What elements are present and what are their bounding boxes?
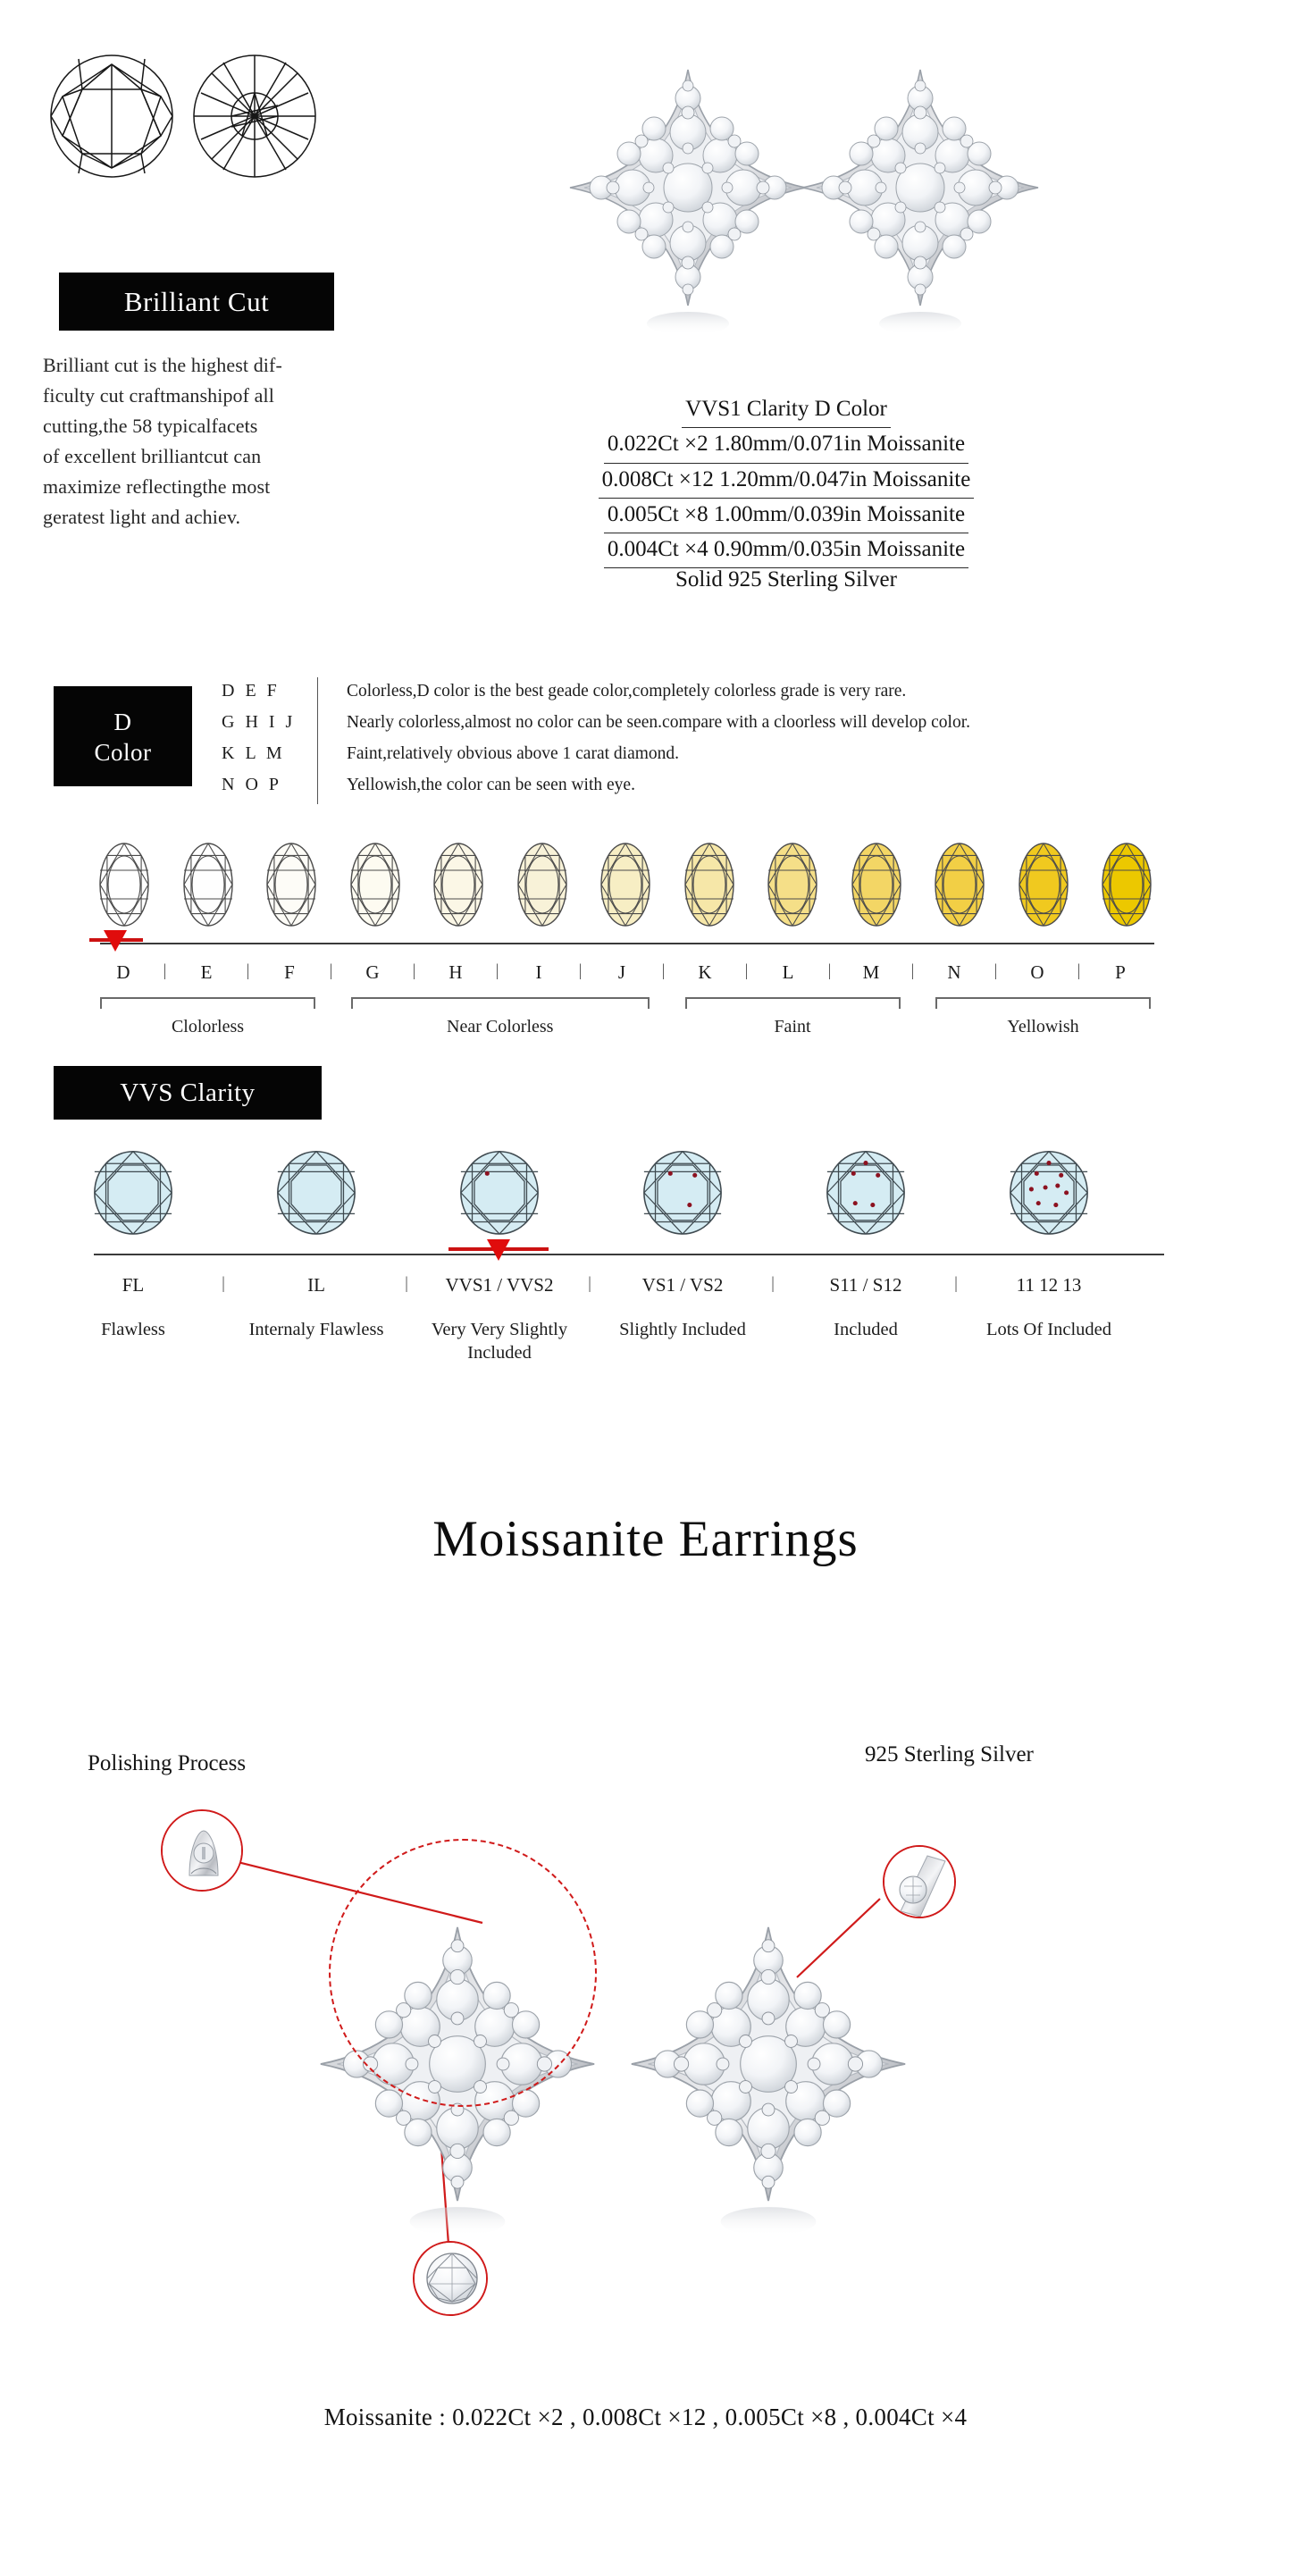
spec-heading: VVS1 Clarity D Color bbox=[682, 393, 891, 428]
color-group-bracket bbox=[685, 997, 901, 1009]
color-scale-gem bbox=[96, 840, 152, 934]
color-grade-label: H bbox=[448, 961, 463, 983]
label-separator: | bbox=[495, 961, 499, 980]
callout-label-polishing: Polishing Process bbox=[88, 1751, 247, 1775]
color-grade-label: G bbox=[365, 961, 380, 983]
diamond-color-scale-chart bbox=[0, 831, 1291, 1036]
spec-line-3: 0.005Ct ×8 1.00mm/0.039in Moissanite bbox=[604, 499, 968, 533]
clarity-description-label: Included bbox=[834, 1320, 898, 1339]
bottom-caption: Moissanite : 0.022Ct ×2 , 0.008Ct ×12 , 0.005Ct ×8 , 0.004Ct ×4 bbox=[323, 2404, 968, 2430]
label-separator: | bbox=[412, 961, 416, 980]
brilliant-cut-line: maximize reflectingthe most bbox=[43, 475, 271, 499]
vvs-clarity-title: VVS Clarity bbox=[120, 1078, 256, 1107]
color-grade-label: O bbox=[1030, 961, 1044, 983]
grade-group: G H I J bbox=[222, 712, 296, 732]
color-grade-label: D bbox=[116, 961, 130, 983]
color-grade-label: P bbox=[1115, 961, 1126, 983]
earring-pair-illustration bbox=[545, 31, 1072, 371]
clarity-description-label: Flawless bbox=[101, 1320, 165, 1339]
d-color-letter: D bbox=[113, 708, 132, 735]
color-scale-gem bbox=[682, 840, 737, 934]
clarity-scale-gem bbox=[822, 1144, 910, 1246]
page-title: Moissanite Earrings bbox=[432, 1511, 859, 1567]
earring-bottom-right bbox=[632, 1927, 905, 2236]
clarity-description-label: Internaly Flawless bbox=[248, 1320, 384, 1339]
grade-description: Nearly colorless,almost no color can be seen.compare with a cloorless will develop color. bbox=[347, 713, 970, 732]
brilliant-cut-diagram-group bbox=[36, 36, 331, 201]
color-group-bracket bbox=[100, 997, 315, 1009]
label-separator: | bbox=[954, 1274, 958, 1293]
earring-left bbox=[570, 70, 806, 335]
callout-circle-moissanite-stone bbox=[413, 2241, 488, 2316]
earring-product-photo-top bbox=[545, 31, 1072, 375]
d-color-word: Color bbox=[94, 738, 152, 766]
label-separator: | bbox=[329, 961, 333, 980]
color-scale-gem bbox=[598, 840, 653, 934]
grade-group: K L M bbox=[222, 743, 286, 763]
spec-footer: Solid 925 Sterling Silver bbox=[675, 567, 897, 592]
d-color-grade-column bbox=[222, 675, 329, 801]
color-scale-gem bbox=[1099, 840, 1154, 934]
brilliant-cut-line: geratest light and achiev. bbox=[43, 506, 241, 529]
clarity-scale-gem bbox=[89, 1144, 177, 1246]
marker-triangle-icon bbox=[104, 930, 127, 952]
brilliant-cut-icons bbox=[36, 36, 331, 197]
clarity-scale-axis bbox=[94, 1254, 1164, 1255]
brilliant-cut-bottom-view-diamond bbox=[194, 55, 315, 177]
reflection-shadow bbox=[721, 2207, 817, 2236]
bottom-product-section bbox=[0, 1724, 1291, 2404]
color-scale-gem bbox=[515, 840, 570, 934]
brilliant-cut-title: Brilliant Cut bbox=[123, 286, 270, 317]
label-separator: | bbox=[910, 961, 915, 980]
color-grade-label: M bbox=[862, 961, 880, 983]
callout-circle-sterling-silver bbox=[883, 1845, 956, 1918]
grade-description: Yellowish,the color can be seen with eye. bbox=[347, 776, 635, 794]
earring-right bbox=[802, 70, 1038, 335]
diamond-clarity-scale-chart bbox=[0, 1144, 1291, 1403]
label-separator: | bbox=[405, 1274, 408, 1293]
grade-description: Faint,relatively obvious above 1 carat diamond. bbox=[347, 744, 680, 763]
spec-line-4: 0.004Ct ×4 0.90mm/0.035in Moissanite bbox=[604, 533, 968, 568]
clarity-description-label: Slightly Included bbox=[619, 1320, 746, 1339]
grade-group: N O P bbox=[222, 775, 282, 794]
clarity-grade-label: IL bbox=[307, 1274, 325, 1296]
callout-label-sterling-silver: 925 Sterling Silver bbox=[865, 1742, 1034, 1766]
polishing-detail-icon bbox=[163, 1811, 243, 1892]
color-scale-gem bbox=[1016, 840, 1071, 934]
clarity-description-label: Very Very Slightly Included bbox=[431, 1320, 568, 1363]
brilliant-cut-line: Brilliant cut is the highest dif- bbox=[43, 354, 282, 376]
color-scale-gem bbox=[932, 840, 987, 934]
color-group-label: Clolorless bbox=[171, 1017, 245, 1036]
callout-circle-polishing bbox=[161, 1809, 243, 1892]
highlight-dashed-circle bbox=[329, 1839, 597, 2107]
color-scale-gem bbox=[765, 840, 820, 934]
color-scale-gem bbox=[180, 840, 236, 934]
d-color-description-column bbox=[347, 675, 1240, 801]
brilliant-cut-line: cutting,the 58 typicalfacets bbox=[43, 415, 258, 438]
label-separator: | bbox=[1077, 961, 1081, 980]
clarity-grade-label: FL bbox=[122, 1274, 145, 1296]
color-scale-gem bbox=[431, 840, 486, 934]
clarity-scale-gem bbox=[456, 1144, 543, 1246]
clarity-grade-label: VVS1 / VVS2 bbox=[445, 1274, 554, 1296]
color-grade-label: N bbox=[947, 961, 961, 983]
brilliant-cut-title-plate bbox=[59, 273, 334, 331]
color-scale-axis bbox=[100, 943, 1154, 944]
color-grade-label: F bbox=[284, 961, 295, 983]
spec-line-1: 0.022Ct ×2 1.80mm/0.071in Moissanite bbox=[604, 428, 968, 463]
color-scale-labels bbox=[100, 961, 1144, 984]
clarity-scale-gem bbox=[272, 1144, 360, 1246]
color-group-bracket bbox=[351, 997, 650, 1009]
label-separator: | bbox=[661, 961, 666, 980]
color-scale-gem bbox=[348, 840, 403, 934]
color-group-label: Near Colorless bbox=[447, 1017, 554, 1036]
color-grade-label: L bbox=[782, 961, 794, 983]
color-group-bracket bbox=[935, 997, 1151, 1009]
clarity-grade-label: VS1 / VS2 bbox=[641, 1274, 724, 1296]
reflection-shadow-right bbox=[879, 312, 961, 335]
label-separator: | bbox=[578, 961, 583, 980]
reflection-shadow bbox=[410, 2207, 506, 2236]
clarity-scale-gem bbox=[1005, 1144, 1093, 1246]
brilliant-cut-line: of excellent brilliantcut can bbox=[43, 445, 262, 468]
label-separator: | bbox=[246, 961, 250, 980]
clarity-grade-label: 11 12 13 bbox=[1016, 1274, 1082, 1296]
grade-group: D E F bbox=[222, 681, 281, 701]
brilliant-cut-description bbox=[43, 350, 360, 533]
color-scale-gem bbox=[264, 840, 319, 934]
color-group-label: Faint bbox=[774, 1017, 811, 1036]
label-separator: | bbox=[771, 1274, 775, 1293]
d-color-title-plate bbox=[54, 686, 192, 786]
product-spec-block bbox=[536, 393, 1036, 592]
clarity-grade-label: S11 / S12 bbox=[829, 1274, 902, 1296]
grade-description: Colorless,D color is the best geade color,completely colorless grade is very rare. bbox=[347, 682, 907, 701]
color-group-label: Yellowish bbox=[1007, 1017, 1079, 1036]
color-grade-label: E bbox=[200, 961, 213, 983]
d-color-vertical-divider bbox=[317, 677, 318, 804]
color-scale-gem bbox=[849, 840, 904, 934]
color-grade-label: K bbox=[698, 961, 712, 983]
label-separator: | bbox=[827, 961, 832, 980]
label-separator: | bbox=[163, 961, 167, 980]
label-separator: | bbox=[588, 1274, 591, 1293]
label-separator: | bbox=[222, 1274, 225, 1293]
clarity-description-label: Lots Of Included bbox=[985, 1320, 1112, 1339]
marker-triangle-icon bbox=[487, 1239, 510, 1261]
moissanite-stone-detail-icon bbox=[415, 2243, 488, 2316]
vvs-clarity-title-plate bbox=[54, 1066, 322, 1120]
label-separator: | bbox=[993, 961, 998, 980]
color-grade-label: J bbox=[617, 961, 626, 983]
brilliant-cut-top-view-diamond bbox=[51, 55, 172, 177]
label-separator: | bbox=[744, 961, 749, 980]
brilliant-cut-line: ficulty cut craftmanshipof all bbox=[43, 384, 274, 407]
spec-line-2: 0.008Ct ×12 1.20mm/0.047in Moissanite bbox=[599, 464, 975, 499]
clarity-scale-gem bbox=[639, 1144, 726, 1246]
reflection-shadow-left bbox=[647, 312, 729, 335]
color-grade-label: I bbox=[535, 961, 542, 983]
